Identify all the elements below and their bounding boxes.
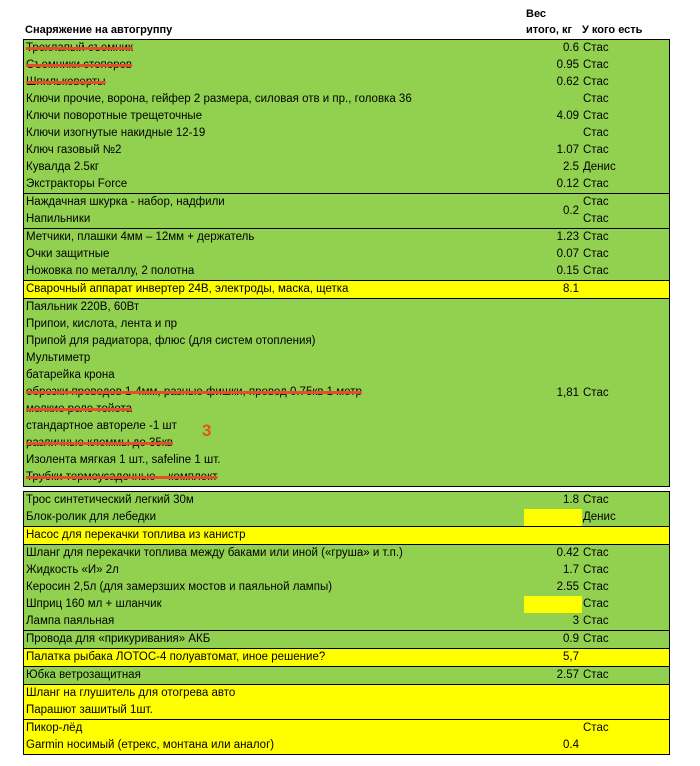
table-row [24, 720, 669, 737]
item-owner: Стас [583, 93, 609, 105]
table-row [24, 159, 669, 176]
table-row [24, 737, 669, 754]
item-name: Наждачная шкурка - набор, надфили [26, 196, 225, 208]
item-weight: 2.5 [563, 161, 579, 173]
table-row [24, 176, 669, 193]
group-6 [23, 526, 670, 545]
table-row [24, 649, 669, 666]
item-name: Изолента мягкая 1 шт., safeline 1 шт. [26, 454, 221, 466]
item-weight: 0.4 [563, 739, 579, 751]
item-weight: 2.57 [556, 669, 579, 681]
table-row [24, 229, 669, 246]
item-weight: 1.7 [563, 564, 579, 576]
group-10 [23, 666, 670, 685]
item-weight: 0.62 [556, 76, 579, 88]
item-owner: Стас [583, 669, 609, 681]
table-row [24, 142, 669, 159]
highlighted-weight-cell [524, 509, 582, 526]
item-name: Трехлапый съемник [26, 42, 133, 54]
group-7 [23, 544, 670, 631]
item-owner: Денис [583, 161, 616, 173]
item-owner: Стас [583, 231, 609, 243]
item-owner: Стас [583, 494, 609, 506]
item-owner: Стас [583, 144, 609, 156]
item-name: обрезки проводов 1-4мм, разные фишки, провод 0.75кв 1 метр [26, 386, 362, 398]
item-name: мелкие реле тойота [26, 403, 133, 415]
item-name: Керосин 2,5л (для замерзших мостов и паяльной лампы) [26, 581, 333, 593]
item-weight: 0.42 [556, 547, 579, 559]
item-weight: 0.95 [556, 59, 579, 71]
item-owner: Стас [583, 178, 609, 190]
item-weight: 4.09 [556, 110, 579, 122]
item-weight: 8.1 [563, 283, 579, 295]
item-name: Юбка ветрозащитная [26, 669, 141, 681]
group-11 [23, 684, 670, 720]
table-row [24, 509, 669, 526]
item-name: Метчики, плашки 4мм – 12мм + держатель [26, 231, 255, 243]
item-name: различные клеммы до 35кв [26, 437, 173, 449]
item-weight: 1.8 [563, 494, 579, 506]
item-owner: Стас [583, 564, 609, 576]
table-row [24, 125, 669, 142]
item-name: Лампа паяльная [26, 615, 115, 627]
item-owner: Стас [583, 127, 609, 139]
item-name: Шприц 160 мл + шланчик [26, 598, 162, 610]
table-row [24, 562, 669, 579]
item-name: Кувалда 2.5кг [26, 161, 100, 173]
item-name: Парашют зашитый 1шт. [26, 704, 153, 716]
item-name: Шланг на глушитель для отогрева авто [26, 687, 236, 699]
item-name: Garmin носимый (етрекс, монтана или аналог) [26, 739, 275, 751]
merged-weight: 0.2 [563, 205, 579, 217]
group-2 [23, 228, 670, 281]
item-weight: 1.23 [556, 231, 579, 243]
group-9 [23, 648, 670, 667]
table-row [24, 492, 669, 509]
table-row [24, 667, 669, 684]
item-name: Напильники [26, 213, 91, 225]
item-owner: Стас [583, 547, 609, 559]
item-owner: Стас [583, 76, 609, 88]
item-weight: 3 [572, 615, 579, 627]
merged-owner: Стас [583, 386, 609, 399]
highlighted-weight-cell [524, 596, 582, 613]
item-name: Экстракторы Force [26, 178, 128, 190]
table-row [24, 685, 669, 702]
item-owner: Стас [583, 633, 609, 645]
item-weight: 0.6 [563, 42, 579, 54]
table-row [24, 631, 669, 648]
table-row [24, 579, 669, 596]
item-weight: 0.07 [556, 248, 579, 260]
item-name: Шпильковерты [26, 76, 106, 88]
table-row [24, 281, 669, 298]
item-name: батарейка крона [26, 369, 115, 381]
item-name: Блок-ролик для лебедки [26, 511, 156, 523]
item-name: стандартное автореле -1 шт [26, 420, 177, 432]
item-name: Пикор-лёд [26, 722, 83, 734]
item-name: Трос синтетический легкий 30м [26, 494, 194, 506]
item-weight: 2.55 [556, 581, 579, 593]
item-name: Провода для «прикуривания» АКБ [26, 633, 211, 645]
item-owner: Стас [583, 615, 609, 627]
item-name: Паяльник 220В, 60Вт [26, 301, 140, 313]
group-0 [23, 39, 670, 194]
handwritten-mark: 3 [202, 421, 212, 440]
table-row [24, 91, 669, 108]
item-weight: 0.12 [556, 178, 579, 190]
table-header [23, 0, 670, 40]
table-row [24, 108, 669, 125]
group-12 [23, 719, 670, 755]
group-5 [23, 491, 670, 527]
item-name: Жидкость «И» 2л [26, 564, 119, 576]
item-weight: 5,7 [563, 651, 579, 663]
item-owner: Стас [583, 196, 609, 208]
header-weight-line2: итого, кг [526, 24, 573, 36]
equipment-table [23, 0, 670, 755]
header-owner: У кого есть [582, 24, 643, 36]
group-4 [23, 298, 670, 487]
item-name: Съемники стопоров [26, 59, 133, 71]
table-row [24, 246, 669, 263]
group-1 [23, 193, 670, 229]
item-name: Очки защитные [26, 248, 110, 260]
table-row [24, 596, 669, 613]
item-name: Припои, кислота, лента и пр [26, 318, 178, 330]
item-weight: 0.9 [563, 633, 579, 645]
header-item: Снаряжение на автогруппу [25, 24, 173, 36]
table-row [24, 545, 669, 562]
item-owner: Стас [583, 265, 609, 277]
item-name: Шланг для перекачки топлива между баками или иной («груша» и т.п.) [26, 547, 403, 559]
item-owner: Стас [583, 110, 609, 122]
merged-weight: 1,81 [556, 386, 579, 399]
table-row [24, 702, 669, 719]
header-weight-line1: Вес [526, 8, 547, 20]
item-name: Ключ газовый №2 [26, 144, 122, 156]
item-owner: Стас [583, 213, 609, 225]
item-owner: Стас [583, 42, 609, 54]
item-name: Сварочный аппарат инвертер 24В, электроды, маска, щетка [26, 283, 349, 295]
group-8 [23, 630, 670, 649]
item-name: Трубки термоусадочные – комплект [26, 471, 218, 483]
item-name: Мультиметр [26, 352, 91, 364]
item-owner: Стас [583, 59, 609, 71]
item-name: Ножовка по металлу, 2 полотна [26, 265, 195, 277]
item-owner: Стас [583, 581, 609, 593]
item-owner: Стас [583, 598, 609, 610]
table-row [24, 57, 669, 74]
item-name: Насос для перекачки топлива из канистр [26, 529, 246, 541]
table-row [24, 40, 669, 57]
item-name: Палатка рыбака ЛОТОС-4 полуавтомат, иное решение? [26, 651, 326, 663]
item-owner: Стас [583, 248, 609, 260]
item-name: Ключи изогнутые накидные 12-19 [26, 127, 206, 139]
item-owner: Денис [583, 511, 616, 523]
group-3 [23, 280, 670, 299]
table-row [24, 263, 669, 280]
item-weight: 0.15 [556, 265, 579, 277]
table-row [24, 527, 669, 544]
item-name: Ключи поворотные трещеточные [26, 110, 203, 122]
table-row [24, 613, 669, 630]
item-owner: Стас [583, 722, 609, 734]
groups-container [23, 39, 670, 755]
item-name: Ключи прочие, ворона, гейфер 2 размера, силовая отв и пр., головка 36 [26, 93, 412, 105]
table-row [24, 74, 669, 91]
item-name: Припой для радиатора, флюс (для систем отопления) [26, 335, 316, 347]
item-weight: 1.07 [556, 144, 579, 156]
